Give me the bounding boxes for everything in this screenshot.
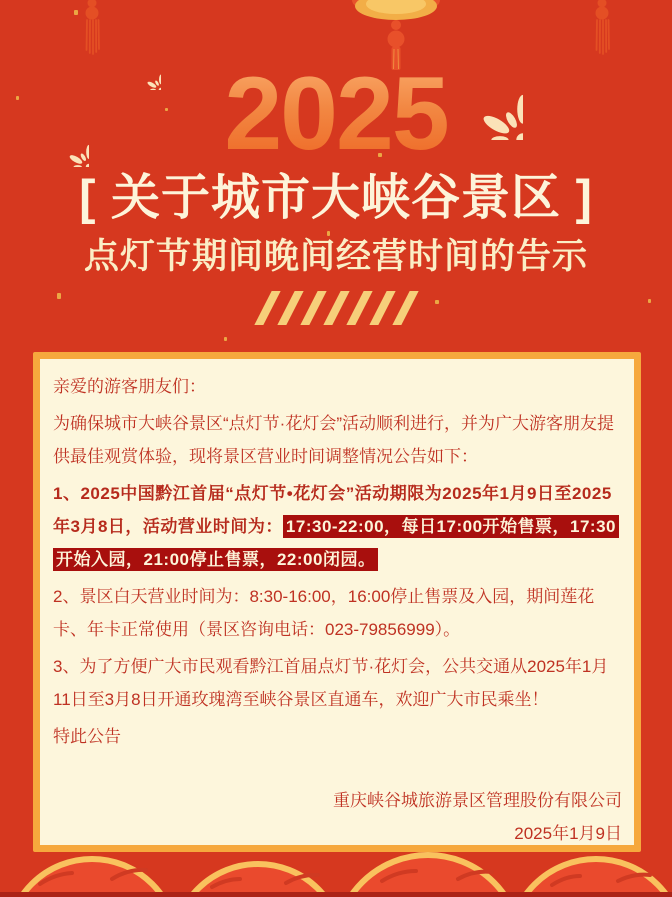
intro-text: 为确保城市大峡谷景区“点灯节·花灯会”活动顺利进行，并为广大游客朋友提供最佳观赏体验，现将景区营业时间调整情况公告如下： [53,414,614,466]
slashes-decoration [0,290,672,326]
closing-text: 特此公告 [53,727,121,746]
confetti-speck [224,337,227,341]
signature-block [53,784,622,850]
year-heading: 2025 [0,62,672,166]
notice-item-1 [53,477,622,576]
poster-title: [ 关于城市大峡谷景区 ] [79,171,593,225]
notice-date: 2025年1月9日 [514,824,622,843]
notice-item-3: 3、为了方便广大市民观看黔江首届点灯节·花灯会，公共交通从2025年1月11日至3月8日开通玫瑰湾至峡谷景区直通车，欢迎广大市民乘坐！ [53,657,609,709]
bottom-edge-strip [0,892,672,897]
notice-item-2: 2、景区白天营业时间为：8:30-16:00，16:00停止售票及入园，期间莲花卡、年卡正常使用（景区咨询电话：023-79856999）。 [53,587,595,639]
poster-subtitle: 点灯节期间晚间经营时间的告示 [83,237,588,276]
tassel-icon [82,0,102,58]
notice-item-1-highlight: 17:30-22:00，每日17:00开始售票，17:30开始入园，21:00停止售票，22:00闭园。 [53,515,619,571]
confetti-speck [327,231,330,236]
greeting-text: 亲爱的游客朋友们： [53,377,206,396]
notice-card [33,352,641,852]
confetti-speck [74,10,78,15]
company-name: 重庆峡谷城旅游景区管理股份有限公司 [333,791,622,810]
notice-item-1-prefix: 1、2025中国黔江首届“点灯节•花灯会”活动期限为2025年1月9日至2025年3月8日，活动营业时间为： [53,484,612,536]
lantern-scallops [0,849,672,897]
tassel-icon [592,0,612,58]
